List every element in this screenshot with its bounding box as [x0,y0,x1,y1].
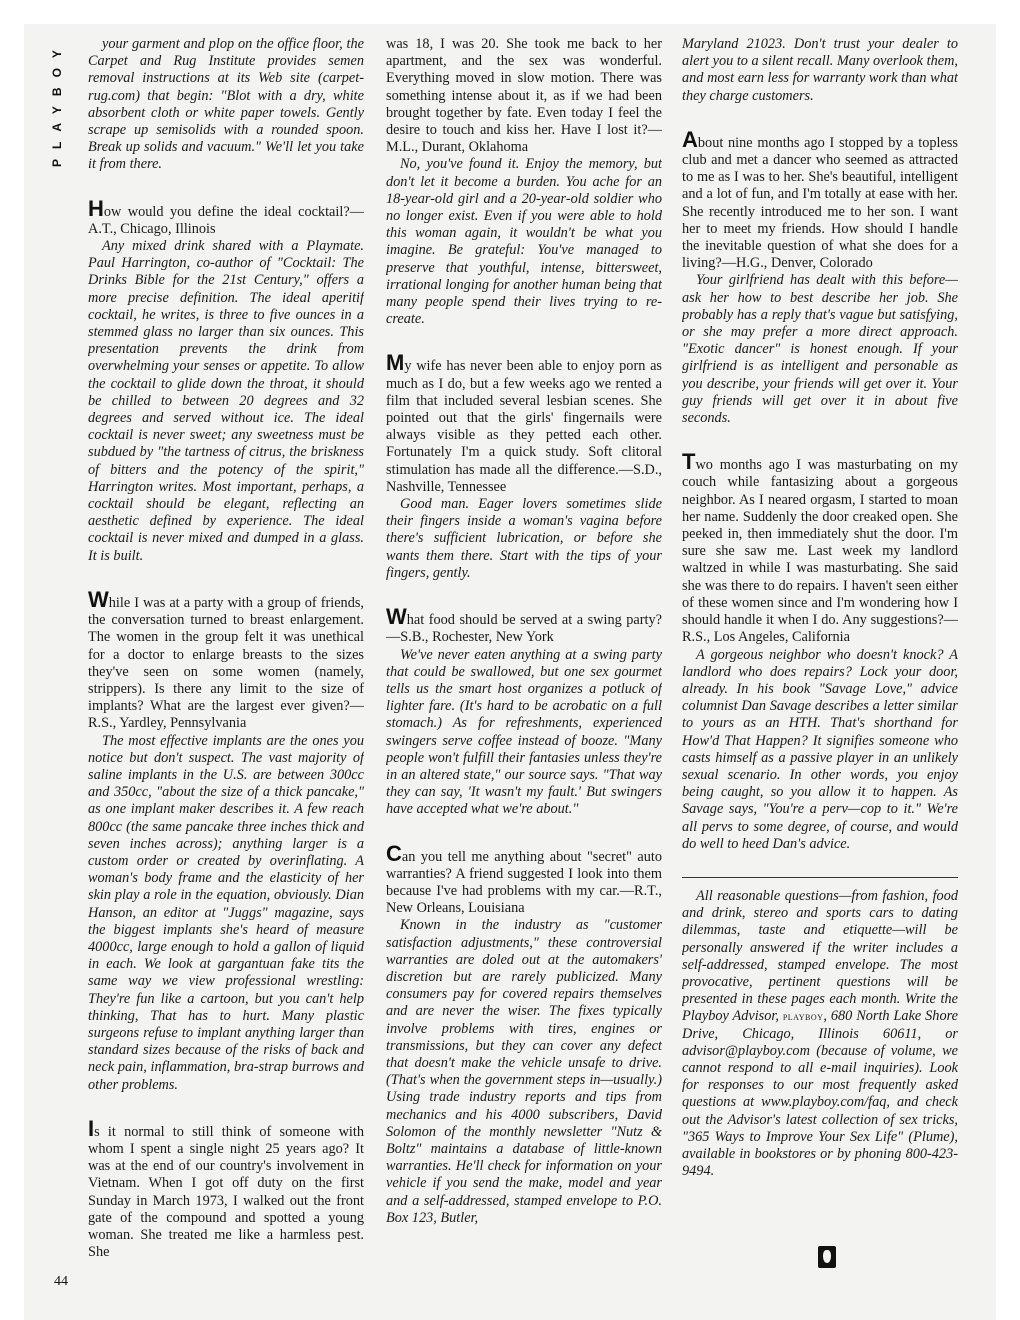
drop-initial: A [682,126,698,152]
drop-initial: I [88,1115,95,1141]
question-text: s it normal to still think of someone with whom I spent a single night 25 years ago? It was at the end of our country's involvement in Vietnam. When I got off duty on the first Sunday in March 1973, I walked out the front gate of the compound and spotted a young woman. She treated me like a harmless pest. She [88,1123,364,1261]
submission-note [682,888,958,1180]
advisor-answer: Known in the industry as "customer satisfaction adjustments," these controversial warranties are doled out at the automakers' discretion but are rarely publicized. Many consumers pay for covered repairs themselves and are never the wiser. The fixes typically involve problems with tires, engines or transmissions, but they can cover any defect that doesn't make the vehicle unsafe to drive. (That's when the government steps in—usually.) Using trade industry reports and tips from mechanics and his 4000 subscribers, David Solomon of the monthly newsletter "Nutz & Boltz" maintains a database of little-known warranties. He'll check for information on your vehicle if you send the make, model and year and a self-addressed, stamped envelope to P.O. Box 123, Butler, [386,917,662,1226]
question-text: wo months ago I was masturbating on my couch while fantasizing about a gorgeous neighbor. As I neared orgasm, I started to moan her name. Suddenly the door creaked open. She peeked in, then immediately shut the door. I'm sure she saw me. Last week my landlord waltzed in while I was masturbating. She said she was there to do repairs. I haven't seen either of these women since and I'm wondering how I should handle it when I do. Any suggestions?—R.S., Los Angeles, California [682,457,958,646]
reader-question [682,449,958,646]
bunny-logo-icon [818,1246,836,1268]
note-text: All reasonable questions—from fashion, food and drink, stereo and sports cars to dating dilemmas, taste and etiquette—will be personally answered if the writer includes a self-addressed, stamped envelope. The most provocative, pertinent questions will be presented in these pages each month. Write the Playboy Advisor, [682,887,958,1025]
advisor-answer: No, you've found it. Enjoy the memory, but don't let it become a burden. You ache for an 18-year-old girl and a 20-year-old soldier who no longer exist. Even if you were able to hold this woman again, it wouldn't be what you imagine. Be grateful: You've managed to preserve that youthful, intense, bittersweet, irrational longing for another human being that many people spend their lives trying to re-create. [386,156,662,328]
question-text: hile I was at a party with a group of friends, the conversation turned to breast enlargement. The women in the group felt it was unethical for a doctor to enlarge breasts to the sizes they've seen on some women (namely, strippers). Is there any limit to the size of implants? What are the largest ever given?—R.S., Yardley, Pennsylvania [88,594,364,732]
advisor-answer: The most effective implants are the ones you notice but don't suspect. The vast majority of saline implants in the U.S. are between 300cc and 350cc, "about the size of a thick pancake," as one implant maker describes it. A few reach 800cc (the same pancake three inches thick and seven inches across); anything larger is a custom order or created by overinflating. A woman's body frame and the elasticity of her skin play a role in the equation, obviously. Dian Hanson, an editor at "Juggs" magazine, says the biggest implants she's heard of measure 4000cc, large enough to hold a gallon of liquid in each. We look at gargantuan fake tits the same way we view professional wrestling: They're fun like a cartoon, but you can't help thinking, That has to hurt. Many plastic surgeons refuse to implant anything larger than standard sizes because of the risks of back and neck pain, inflammation, bra-strap burrows and other problems. [88,732,364,1093]
page-number: 44 [54,1274,68,1289]
reader-question [386,350,662,496]
drop-initial: C [386,840,402,866]
continued-question-text: was 18, I was 20. She took me back to her apartment, and the sex was wonderful. Everything moved in slow motion. There was something intense about it, as if we had been brought together by fate. Even today I feel the desire to touch and kiss her. Have I lost it?—M.L., Durant, Oklahoma [386,36,662,156]
column-1 [88,36,364,1306]
reader-question [88,1115,364,1262]
reader-question [682,126,958,273]
note-brand: playboy [782,1009,824,1024]
question-text: y wife has never been able to enjoy porn as much as I do, but a few weeks ago we rented a film that included several lesbian scenes. She pointed out that the girls' fingernails were always visible as they petted each other. Fortunately I'm a quick study. Soft clitoral stimulation has made all the difference.—S.D., Nashville, Tennessee [386,358,662,495]
drop-initial: M [386,350,405,376]
brand-running-head: PLAYBOY [50,40,64,167]
advisor-answer: A gorgeous neighbor who doesn't knock? A landlord who does repairs? Lock your door, already. In his book "Savage Love," advice columnist Dan Savage describes a letter similar to yours as an HTH. That's shorthand for How'd That Happen? It signifies someone who casts himself as a passive player in an unlikely sexual scenario. In other words, you enjoy being caught, so you allow it to happen. As Savage says, "You're a perv—cop to it." We're all pervs to some degree, of course, and would do well to heed Dan's advice. [682,646,958,852]
advisor-answer: Any mixed drink shared with a Playmate. Paul Harrington, co-author of "Cocktail: The Drinks Bible for the 21st Century," offers a more precise definition. The ideal aperitif cocktail, he writes, is three to five ounces in a stemmed glass no larger than six ounces. This presentation prevents the drink from overwhelming your senses or appetite. To allow the cocktail to glide down the throat, it should be chilled to between 20 degrees and 32 degrees and served without ice. The ideal cocktail is never sweet; any sweetness must be subdued by "the tartness of citrus, the briskness of bitters and the potency of the spirit," Harrington writes. Most important, perhaps, a cocktail should be elegant, reflecting an aesthetic defined by experience. The ideal cocktail is never mixed and dumped in a glass. It is built. [88,238,364,564]
reader-question [386,604,662,646]
question-text: an you tell me anything about "secret" auto warranties? A friend suggested I look into them because I've had problems with my car.—R.T., New Orleans, Louisiana [386,848,662,917]
column-2 [386,36,662,1306]
column-3 [682,36,958,1306]
divider-rule [682,877,958,878]
drop-initial: T [682,449,696,475]
advisor-answer: Good man. Eager lovers sometimes slide their fingers inside a woman's vagina before there's sufficient lubrication, or before she wants them there. Start with the tips of your fingers, gently. [386,496,662,581]
question-text: bout nine months ago I stopped by a topless club and met a dancer who seemed as attracted to me as I was to her. She's beautiful, intelligent and a lot of fun, and I'm totally at ease with her. She recently introduced me to her son. I want her to meet my friends. How should I handle the inevitable question of what she does for a living?—H.G., Denver, Colorado [682,134,958,272]
question-text: hat food should be served at a swing party?—S.B., Rochester, New York [386,612,662,646]
drop-initial: W [386,604,407,630]
advisor-answer: Maryland 21023. Don't trust your dealer to alert you to a silent recall. Many overlook them, and most earn less for warranty work than what they charge customers. [682,36,958,104]
advisor-answer: We've never eaten anything at a swing party that could be swallowed, but one sex gourmet tells us the smart host organizes a potluck of lighter fare. (It's hard to be acrobatic on a full stomach.) As for refreshments, experienced swingers serve coffee instead of booze. "Many people won't fulfill their fantasies unless they're in an altered state," our source says. "That way they can say, 'It wasn't my fault.' But swingers have accepted what we're about." [386,646,662,818]
drop-initial: W [88,586,109,612]
drop-initial: H [88,195,104,221]
advisor-answer: Your girlfriend has dealt with this before—ask her how to best describe her job. She probably has a reply that's vague but satisfying, or she may prefer a more direct approach. "Exotic dancer" is honest enough. If your girlfriend is as intelligent and personable as you describe, your friends will get over it. Your guy friends will get over it in about five seconds. [682,272,958,427]
question-text: ow would you define the ideal cocktail?—A.T., Chicago, Illinois [88,203,364,237]
reader-question [386,840,662,918]
note-text: , 680 North Lake Shore Drive, Chicago, Illinois 60611, or advisor@playboy.com (because of volume, we cannot respond to all e-mail inquiries). Look for responses to our most frequently asked questions at www.playboy.com/faq, and check out the Advisor's latest collection of sex tricks, "365 Ways to Improve Your Sex Life" (Plume), available in bookstores or by phoning 800-423-9494. [682,1008,958,1180]
reader-question [88,195,364,238]
magazine-page [24,24,996,1320]
reader-question [88,586,364,733]
advisor-answer: your garment and plop on the office floor, the Carpet and Rug Institute provides semen removal instructions at its Web site (carpet-rug.com) that begin: "Blot with a dry, white absorbent cloth or white paper towels. Gently scrape up semisolids with a rounded spoon. Break up solids and vacuum." We'll let you take it from there. [88,36,364,173]
